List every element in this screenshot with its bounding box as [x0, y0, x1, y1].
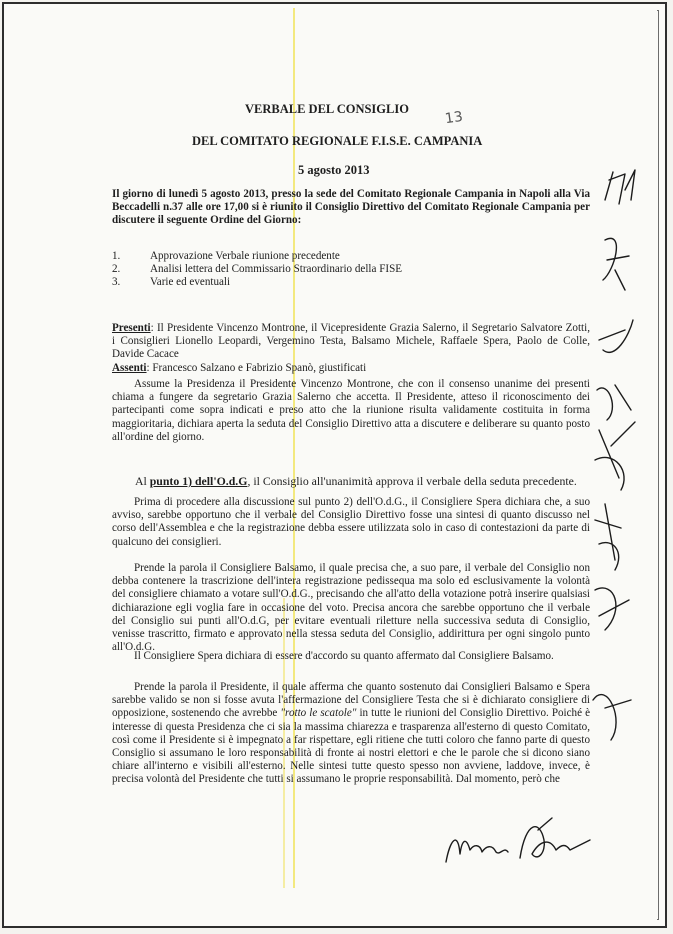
spera-agreement-paragraph	[112, 650, 590, 663]
handwritten-page-number: 13	[443, 108, 464, 128]
agenda-item-text: Approvazione Verbale riunione precedente	[150, 250, 340, 262]
initials-mark	[605, 170, 635, 204]
initials-mark	[593, 695, 631, 740]
document-title: VERBALE DEL CONSIGLIO	[245, 102, 409, 116]
agenda-item	[112, 276, 590, 289]
point1-text: , il Consiglio all'unanimità approva il verbale della seduta precedente.	[247, 474, 577, 488]
point1-reference: punto 1) dell'O.d.G	[149, 474, 248, 488]
presidency-paragraph	[112, 378, 590, 444]
present-text: : Il Presidente Vincenzo Montrone, il Vicepresidente Grazia Salerno, il Segretario Salvatore Zotti, i Consiglieri Lionello Leopardi, Vergemino Testa, Balsamo Michele, Raffaele Spera, Paolo de Colle, Davide Cacace	[112, 322, 590, 361]
absent-line	[112, 362, 590, 375]
president-paragraph	[112, 681, 590, 787]
initials-mark	[595, 422, 635, 490]
present-label: Presenti	[112, 322, 151, 334]
spera-text: Prima di procedere alla discussione sul punto 2) dell'O.d.G., il Consigliere Spera dichiara che, a suo avviso, sarebbe opportuno che il verbale del Consiglio Direttivo fosse una sintesi di quanto discusso nel corso dell'Assemblea e che la registrazione debba essere utilizzata solo in caso di contestazioni da parte di qualcuno dei consiglieri.	[112, 496, 590, 548]
initials-mark	[595, 504, 621, 570]
agenda-item	[112, 250, 590, 263]
agenda-item-number: 3.	[112, 276, 121, 289]
point1-prefix: Al	[135, 474, 150, 488]
agenda-list	[112, 250, 590, 290]
spera-paragraph	[112, 496, 590, 549]
document-date: 5 agosto 2013	[298, 163, 370, 177]
president-text-b: in tutte le riunioni del Consiglio Direttivo. Poiché è interesse di questa Presidenza che ci sia la massima chiarezza e trasparenza all'esterno di questo Comitato, così come il Presidente si è impegnato a far rispettare, egli ritiene che tutti coloro che fanno parte di questo Consiglio si assumano le loro responsabilità di fronte ai nostri elettori e che le parole che si dicono siano chiare all'interno e visibili all'esterno. Nelle sintesi tutte questo spesso non avviene, laddove, invece, è precisa volontà del Presidente che tutti si assumano le proprie responsabilità. Dal momento, però che	[112, 707, 590, 786]
president-text-a: Prende la parola il Presidente, il quale afferma che quanto sostenuto dai Consiglieri Balsamo e Spera sarebbe valido se non si fosse avuta l'affermazione del Consigliere Testa che si è dichiarato consigliere di opposizione, sostenendo che avrebbe	[112, 681, 590, 720]
initials-mark	[599, 320, 633, 352]
absent-label: Assenti	[112, 361, 147, 374]
initials-mark	[597, 385, 631, 420]
agenda-item-number: 1.	[112, 250, 121, 262]
point1-paragraph	[135, 474, 603, 488]
initials-mark	[603, 238, 629, 290]
agenda-item-text: Varie ed eventuali	[150, 276, 231, 289]
presidency-text: Assume la Presidenza il Presidente Vincenzo Montrone, che con il consenso unanime dei presenti chiama a fungere da segretario Grazia Salerno che accetta. Il Presidente, atteso il riconoscimento dei partecipanti come sopra indicati e preso atto che la riunione risulta validamente costituita in forma maggioritaria, dichiara aperta la seduta del Consiglio Direttivo atta a discutere e deliberare su quanto posto all'ordine del giorno.	[112, 378, 590, 443]
present-line	[112, 322, 590, 362]
agenda-item	[112, 263, 590, 276]
balsamo-text: Prende la parola il Consigliere Balsamo, il quale precisa che, a suo pare, il verbale del Consiglio non debba contenere la trascrizione dell'intera registrazione pedissequa ma solo ed esclusivamente la volontà del consigliere chiamato a votare sull'O.d.G., precisando che all'atto della votazione potrà inserire qualsiasi dichiarazione egli voglia fare in occasione del voto. Precisa ancora che sarebbe opportuno che il verbale del Consiglio sui punti all'O.d.G, per evitare eventuali riletture nella successiva seduta di Consiglio, venisse trascritto, firmato e approvato nella stessa seduta del Consiglio, addirittura per ogni singolo punto all'O.d.G.	[112, 562, 590, 654]
agenda-item-number: 2.	[112, 263, 121, 276]
balsamo-paragraph	[112, 562, 590, 654]
margin-initials	[585, 160, 645, 760]
intro-paragraph: Il giorno di lunedì 5 agosto 2013, presso la sede del Comitato Regionale Campania in Napoli alla Via Beccadelli n.37 alle ore 17,00 si è riunito il Consiglio Direttivo del Comitato Regionale Campania per discutere il seguente Ordine del Giorno:	[112, 188, 590, 227]
agenda-item-text: Analisi lettera del Commissario Straordinario della FISE	[150, 263, 403, 276]
initials-mark	[595, 588, 629, 630]
president-signature	[440, 810, 600, 870]
document-subtitle: DEL COMITATO REGIONALE F.I.S.E. CAMPANIA	[192, 134, 483, 148]
attendance-section	[112, 322, 590, 375]
absent-text: : Francesco Salzano e Fabrizio Spanò, giustificati	[146, 361, 367, 374]
president-quote: "rotto le scatole"	[280, 707, 357, 720]
spera-agreement-text: Il Consigliere Spera dichiara di essere d'accordo su quanto affermato dal Consigliere Balsamo.	[134, 650, 554, 662]
